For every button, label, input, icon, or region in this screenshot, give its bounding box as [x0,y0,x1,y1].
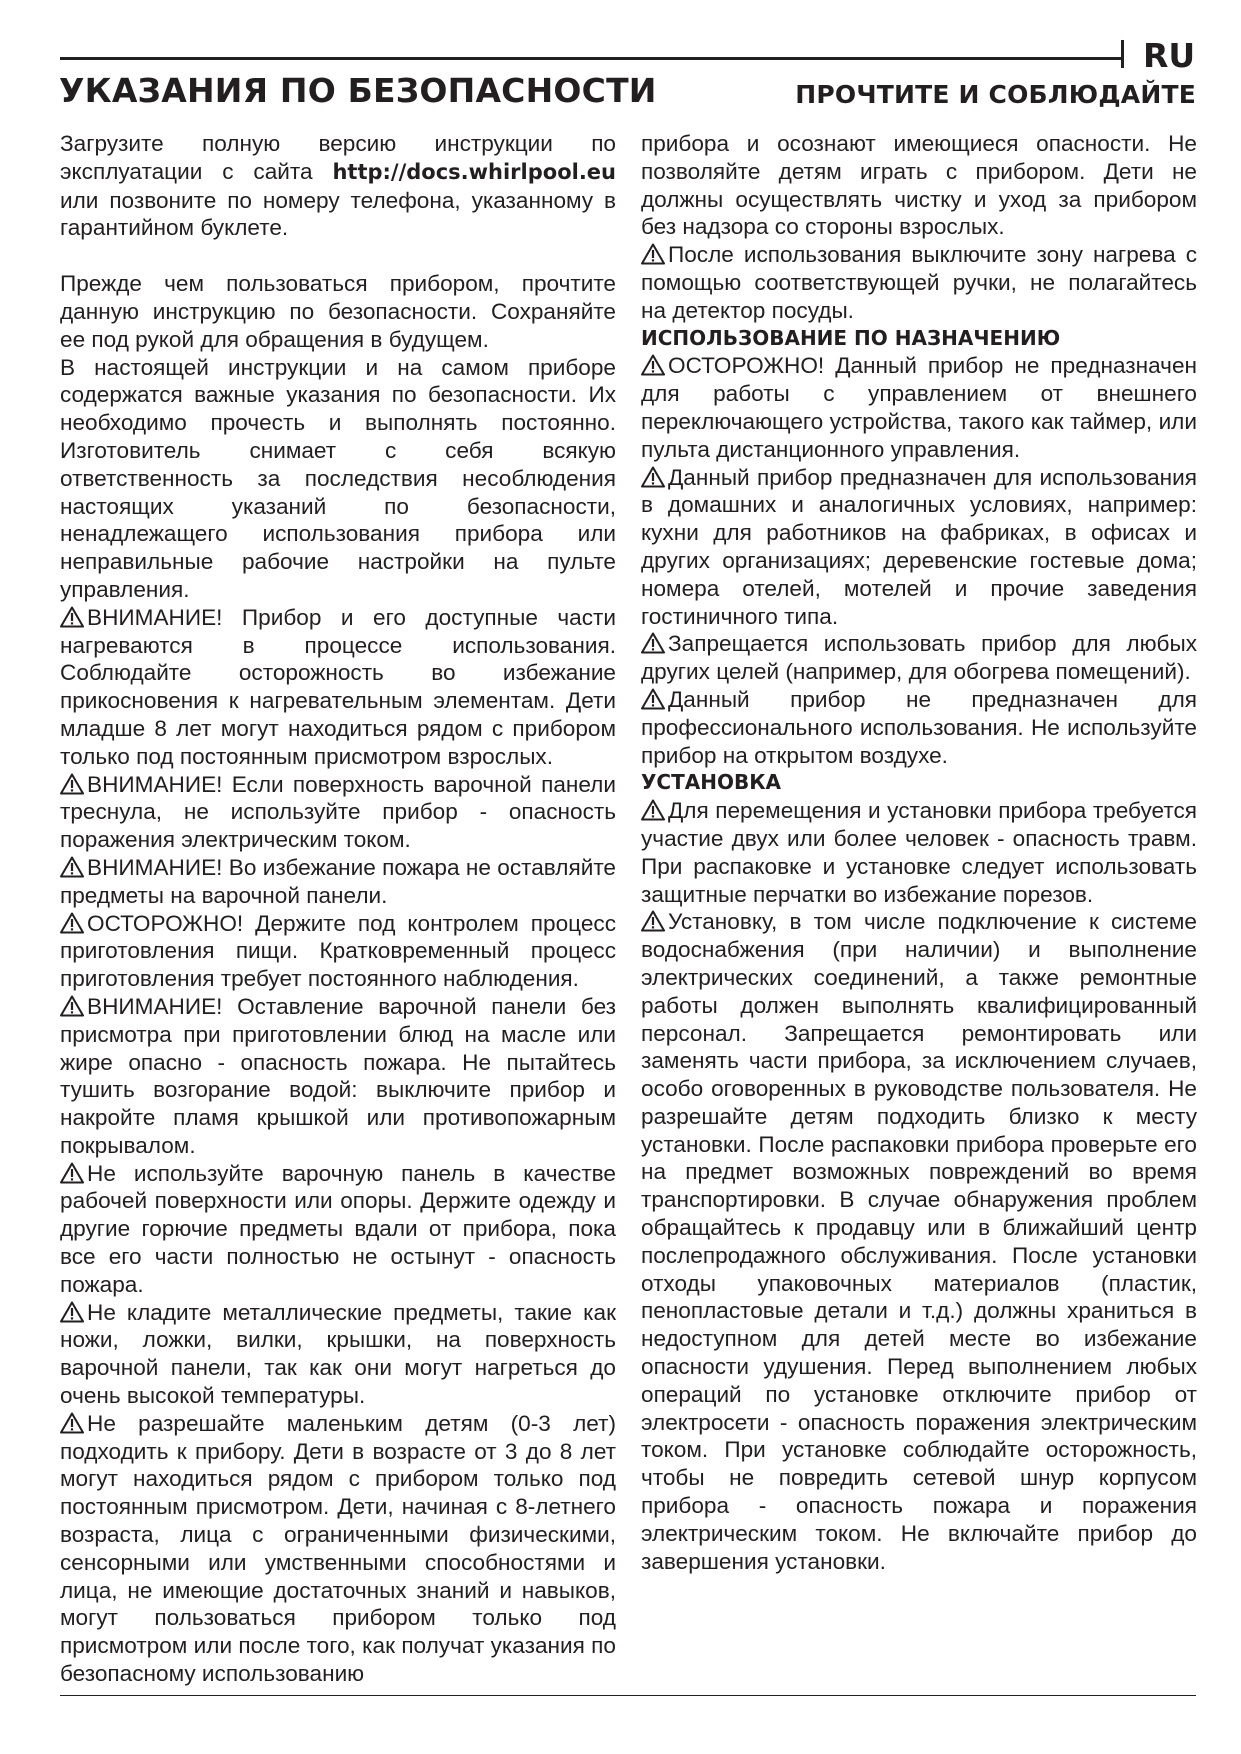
warning-icon [641,688,665,710]
warning-text: ВНИМАНИЕ! Если поверхность варочной панели треснула, не используйте прибор - опасность поражения электрическим током. [60,771,616,853]
warning-text: ВНИМАНИЕ! Во избежание пожара не оставляйте предметы на варочной панели. [60,854,616,908]
warning-item [641,797,1197,908]
warning-icon [60,1301,84,1323]
paragraph: Прежде чем пользоваться прибором, прочтите данную инструкцию по безопасности. Сохраняйте ее под рукой для обращения в будущем. [60,271,616,352]
warning-item [60,1160,616,1299]
warning-text: ОСТОРОЖНО! Данный прибор не предназначен для работы с управлением от внешнего переключающего устройства, такого как таймер, или пульта дистанционного управления. [641,353,1197,462]
paragraph-gap [60,242,616,270]
warning-item [641,352,1197,463]
warning-item [60,854,616,910]
intro-text: Загрузите полную версию инструкции по эксплуатации с сайта [60,131,616,184]
warning-icon [641,354,665,376]
warning-icon [60,1412,84,1434]
language-code: RU [1143,36,1196,75]
warning-icon [641,243,665,265]
warning-item [60,1299,616,1410]
warning-text: ВНИМАНИЕ! Прибор и его доступные части нагреваются в процессе использования. Соблюдайте осторожность во избежание прикосновения к нагревательным элементам. Дети младше 8 лет могут находиться рядом с прибором только под постоянным присмотром взрослых. [60,604,616,769]
paragraph: В настоящей инструкции и на самом приборе содержатся важные указания по безопасности. Их необходимо прочесть и выполнять постоянно. Изготовитель снимает с себя всякую ответственность за последствия несоблюдения настоящих указаний по безопасности, ненадлежащего использования прибора или неправильные рабочие настройки на пульте управления. [60,354,616,602]
warning-icon [641,910,665,932]
warning-text: Для перемещения и установки прибора требуется участие двух или более человек - опасность травм. При распаковке и установке следует использовать защитные перчатки во избежание порезов. [641,798,1197,907]
right-column [641,130,1197,1575]
warning-text: ВНИМАНИЕ! Оставление варочной панели без присмотра при приготовлении блюд на масле или жире опасно - опасность пожара. Не пытайтесь тушить возгорание водой: выключите прибор и накройте пламя крышкой или противопожарным покрывалом. [60,993,616,1158]
warning-text: Данный прибор не предназначен для профессионального использования. Не используйте прибор на открытом воздухе. [641,686,1197,768]
warning-icon [60,773,84,795]
left-column [60,130,616,1688]
warning-text: После использования выключите зону нагрева с помощью соответствующей ручки, не полагайтесь на детектор посуды. [641,242,1197,323]
header-rule-tick [1121,40,1124,68]
warning-item [60,910,616,993]
warning-item [60,771,616,854]
warning-text: Не кладите металлические предметы, такие как ножи, ложки, вилки, крышки, на поверхность варочной панели, так как они могут нагреться до очень высокой температуры. [60,1299,616,1409]
warning-text: Не разрешайте маленьким детям (0-3 лет) подходить к прибору. Дети в возрасте от 3 до 8 лет могут находиться рядом с прибором только под постоянным присмотром. Дети, начиная с 8-летнего возраста, лица с ограниченными физическими, сенсорными или умственными способностями и лица, не имеющие достаточных знаний и навыков, могут пользоваться прибором только под присмотром или после того, как получат указания по безопасному использованию [60,1410,616,1687]
warning-item [60,604,616,771]
warning-icon [641,632,665,654]
warning-item [641,630,1197,686]
intro-paragraph [60,130,616,242]
intro-text-end: или позвоните по номеру телефона, указанному в гарантийном буклете. [60,187,616,241]
section-heading-installation: УСТАНОВКА [641,770,782,795]
page-title: УКАЗАНИЯ ПО БЕЗОПАСНОСТИ [59,71,657,110]
footer-rule [60,1695,1196,1696]
section-heading-intended-use: ИСПОЛЬЗОВАНИЕ ПО НАЗНАЧЕНИЮ [641,325,1061,350]
warning-item [641,686,1197,769]
warning-icon [60,995,84,1017]
warning-text: Установку, в том числе подключение к системе водоснабжения (при наличии) и выполнение электрических соединений, а также ремонтные работы должен выполнять квалифицированный персонал. Запрещается ремонтировать или заменять части прибора, за исключением случаев, особо оговоренных в руководстве пользователя. Не разрешайте детям подходить близко к месту установки. После распаковки прибора проверьте его на предмет возможных повреждений во время транспортировки. В случае обнаружения проблем обращайтесь к продавцу или в ближайший центр послепродажного обслуживания. После установки отходы упаковочных материалов (пластик, пенопластовые детали и т.д.) должны храниться в недоступном для детей месте во избежание опасности удушения. Перед выполнением любых операций по установке отключите прибор от электросети - опасность поражения электрическим током. При установке соблюдайте осторожность, чтобы не повредить сетевой шнур корпусом прибора - опасность пожара и поражения электрическим током. Не включайте прибор до завершения установки. [641,909,1197,1574]
page-subtitle: ПРОЧТИТЕ И СОБЛЮДАЙТЕ [795,80,1196,109]
warning-item [641,908,1197,1575]
warning-text: ОСТОРОЖНО! Держите под контролем процесс приготовления пищи. Кратковременный процесс приготовления требует постоянного наблюдения. [60,910,616,992]
paragraph: прибора и осознают имеющиеся опасности. Не позволяйте детям играть с прибором. Дети не должны осуществлять чистку и уход за прибором без надзора со стороны взрослых. [641,131,1197,240]
warning-icon [641,799,665,821]
warning-icon [60,606,84,628]
warning-icon [60,1162,84,1184]
warning-text: Запрещается использовать прибор для любых других целей (например, для обогрева помещений). [641,631,1197,685]
warning-icon [641,466,665,488]
warning-item [60,993,616,1160]
warning-item [641,241,1197,324]
warning-icon [60,856,84,878]
warning-item [60,1410,616,1688]
warning-text: Не используйте варочную панель в качестве рабочей поверхности или опоры. Держите одежду и другие горючие предметы вдали от прибора, пока все его части полностью не остынут - опасность пожара. [60,1160,616,1297]
docs-link[interactable]: http://docs.whirlpool.eu [332,159,616,184]
header-rule [60,57,1124,60]
warning-item [641,464,1197,631]
warning-text: Данный прибор предназначен для использования в домашних и аналогичных условиях, например: кухни для работников на фабриках, в офисах и других организациях; деревенские гостевые дома; номера отелей, мотелей и прочие заведения гостиничного типа. [641,464,1197,629]
warning-icon [60,912,84,934]
